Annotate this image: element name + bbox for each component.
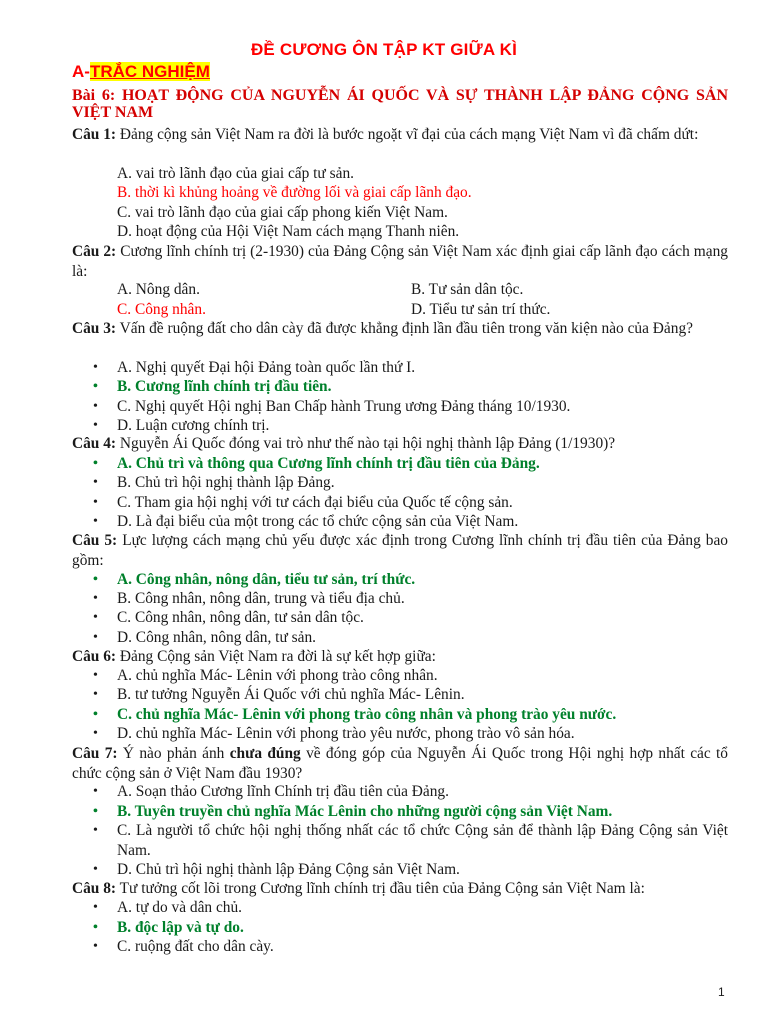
question-text: Tư tưởng cốt lõi trong Cương lĩnh chính trị đầu tiên của Đảng Cộng sản Việt Nam là: xyxy=(119,880,645,897)
bullet-icon: • xyxy=(93,707,98,722)
bullet-icon: • xyxy=(93,784,98,799)
q1-option-a: A. vai trò lãnh đạo của giai cấp tư sản. xyxy=(117,165,354,182)
bullet-icon: • xyxy=(93,726,98,741)
question-label: Câu 7: xyxy=(72,745,118,762)
question-label: Câu 4: xyxy=(72,435,117,452)
question-text: Đảng Cộng sản Việt Nam ra đời là sự kết hợp giữa: xyxy=(119,648,436,665)
q8-option-c: C. ruộng đất cho dân cày. xyxy=(117,938,274,955)
q7-option-d: D. Chủ trì hội nghị thành lập Đảng Cộng sản Việt Nam. xyxy=(117,861,460,878)
section-heading xyxy=(72,62,210,82)
bullet-icon: • xyxy=(93,379,98,394)
q5-option-a: A. Công nhân, nông dân, tiểu tư sản, trí thức. xyxy=(117,571,416,588)
bullet-icon: • xyxy=(93,668,98,683)
bullet-icon: • xyxy=(93,687,98,702)
question-3 xyxy=(72,319,728,339)
section-title: TRẮC NGHIỆM xyxy=(89,62,210,81)
question-text-emphasis: chưa đúng xyxy=(229,745,301,762)
page-number: 1 xyxy=(718,985,725,999)
bullet-icon: • xyxy=(93,630,98,645)
question-label: Câu 3: xyxy=(72,320,117,337)
question-5 xyxy=(72,531,728,570)
question-2 xyxy=(72,242,728,281)
section-prefix: A- xyxy=(72,62,90,81)
bullet-icon: • xyxy=(93,572,98,587)
question-label: Câu 5: xyxy=(72,532,118,549)
q5-option-d: D. Công nhân, nông dân, tư sản. xyxy=(117,629,316,646)
q8-option-a: A. tự do và dân chủ. xyxy=(117,899,243,916)
q6-option-a: A. chủ nghĩa Mác- Lênin với phong trào công nhân. xyxy=(117,667,438,684)
question-8 xyxy=(72,879,645,899)
q5-option-b: B. Công nhân, nông dân, trung và tiểu địa chủ. xyxy=(117,590,405,607)
question-label: Câu 8: xyxy=(72,880,117,897)
bullet-icon: • xyxy=(93,939,98,954)
question-6 xyxy=(72,647,436,667)
bullet-icon: • xyxy=(93,900,98,915)
question-text: Vấn đề ruộng đất cho dân cày đã được khẳng định lần đầu tiên trong văn kiện nào của Đảng? xyxy=(119,320,693,337)
bullet-icon: • xyxy=(93,475,98,490)
question-text-after: về đóng góp của Nguyễn Ái Quốc trong Hội nghị hợp nhất các tổ chức cộng sản ở Việt Nam đầu 1930? xyxy=(72,745,728,782)
lesson-title: Bài 6: HOẠT ĐỘNG CỦA NGUYỄN ÁI QUỐC VÀ SỰ THÀNH LẬP ĐẢNG CỘNG SẢN VIỆT NAM xyxy=(72,87,728,121)
q4-option-d: D. Là đại biểu của một trong các tổ chức cộng sản của Việt Nam. xyxy=(117,513,519,530)
question-1 xyxy=(72,125,728,145)
q1-option-c: C. vai trò lãnh đạo của giai cấp phong kiến Việt Nam. xyxy=(117,204,448,221)
q6-option-b: B. tư tưởng Nguyễn Ái Quốc với chủ nghĩa Mác- Lênin. xyxy=(117,686,465,703)
q4-option-c: C. Tham gia hội nghị với tư cách đại biểu của Quốc tế cộng sản. xyxy=(117,494,513,511)
question-4 xyxy=(72,434,615,454)
question-text-before: Ý nào phản ánh xyxy=(122,745,225,762)
bullet-icon: • xyxy=(93,514,98,529)
question-text: Cương lĩnh chính trị (2-1930) của Đảng Cộng sản Việt Nam xác định giai cấp lãnh đạo cách mạng là: xyxy=(72,243,728,280)
question-text: Đảng cộng sản Việt Nam ra đời là bước ngoặt vĩ đại của cách mạng Việt Nam vì đã chấm dứt: xyxy=(119,126,699,143)
q2-option-a: A. Nông dân. xyxy=(117,281,200,298)
question-label: Câu 1: xyxy=(72,126,117,143)
question-text: Nguyễn Ái Quốc đóng vai trò như thế nào tại hội nghị thành lập Đảng (1/1930)? xyxy=(119,435,616,452)
bullet-icon: • xyxy=(93,610,98,625)
bullet-icon: • xyxy=(93,804,98,819)
q5-option-c: C. Công nhân, nông dân, tư sản dân tộc. xyxy=(117,609,364,626)
bullet-icon: • xyxy=(93,399,98,414)
q8-option-b: B. độc lập và tự do. xyxy=(117,919,244,936)
q3-option-b: B. Cương lĩnh chính trị đầu tiên. xyxy=(117,378,332,395)
bullet-icon: • xyxy=(93,591,98,606)
bullet-icon: • xyxy=(93,823,98,838)
q3-option-d: D. Luận cương chính trị. xyxy=(117,417,270,434)
bullet-icon: • xyxy=(93,418,98,433)
question-text: Lực lượng cách mạng chủ yếu được xác định trong Cương lĩnh chính trị đầu tiên của Đảng bao gồm: xyxy=(72,532,728,569)
bullet-icon: • xyxy=(93,495,98,510)
bullet-icon: • xyxy=(93,920,98,935)
q1-option-d: D. hoạt động của Hội Việt Nam cách mạng Thanh niên. xyxy=(117,223,460,240)
q6-option-d: D. chủ nghĩa Mác- Lênin với phong trào yêu nước, phong trào vô sản hóa. xyxy=(117,725,575,742)
document-title: ĐỀ CƯƠNG ÔN TẬP KT GIỮA KÌ xyxy=(250,40,518,59)
question-7 xyxy=(72,744,728,783)
q7-option-a: A. Soạn thảo Cương lĩnh Chính trị đầu tiên của Đảng. xyxy=(117,783,449,800)
q3-option-a: A. Nghị quyết Đại hội Đảng toàn quốc lần thứ I. xyxy=(117,359,416,376)
q7-option-b: B. Tuyên truyền chủ nghĩa Mác Lênin cho những người cộng sản Việt Nam. xyxy=(117,803,613,820)
question-label: Câu 6: xyxy=(72,648,117,665)
question-label: Câu 2: xyxy=(72,243,117,260)
q4-option-b: B. Chủ trì hội nghị thành lập Đảng. xyxy=(117,474,335,491)
q2-option-c: C. Công nhân. xyxy=(117,301,206,318)
q7-option-c: C. Là người tổ chức hội nghị thống nhất các tổ chức Cộng sản để thành lập Đảng Cộng sản Việt Nam. xyxy=(117,822,728,859)
bullet-icon: • xyxy=(93,862,98,877)
q1-option-b: B. thời kì khủng hoảng về đường lối và giai cấp lãnh đạo. xyxy=(117,184,472,201)
bullet-icon: • xyxy=(93,456,98,471)
q4-option-a: A. Chủ trì và thông qua Cương lĩnh chính trị đầu tiên của Đảng. xyxy=(117,455,540,472)
bullet-icon: • xyxy=(93,360,98,375)
q2-option-d: D. Tiểu tư sản trí thức. xyxy=(411,301,551,318)
q6-option-c: C. chủ nghĩa Mác- Lênin với phong trào công nhân và phong trào yêu nước. xyxy=(117,706,617,723)
q3-option-c: C. Nghị quyết Hội nghị Ban Chấp hành Trung ương Đảng tháng 10/1930. xyxy=(117,398,571,415)
q2-option-b: B. Tư sản dân tộc. xyxy=(411,281,524,298)
